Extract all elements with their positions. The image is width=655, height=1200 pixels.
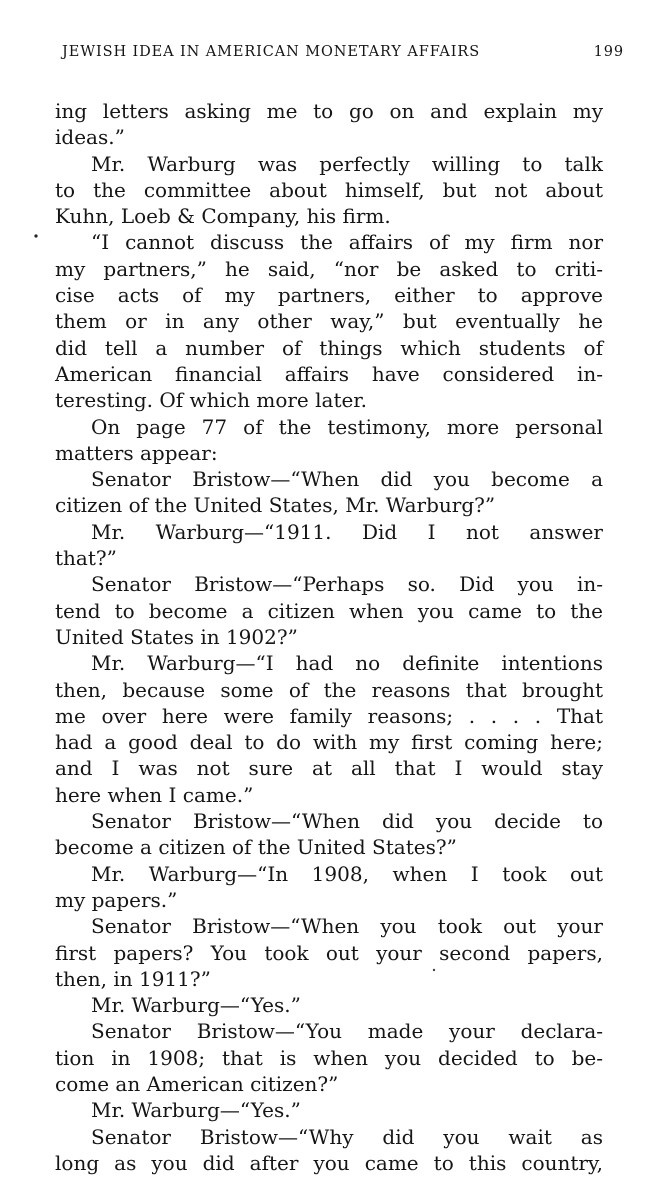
- text-line: here when I came.”: [55, 782, 254, 807]
- text-line: United States in 1902?”: [55, 624, 298, 649]
- text-line: had a good deal to do with my first coming here;: [55, 730, 603, 755]
- text-line: Kuhn, Loeb & Company, his firm.: [55, 204, 391, 229]
- text-line: my partners,” he said, “nor be asked to criti-: [55, 256, 603, 281]
- text-line: Mr. Warburg was perfectly willing to talk: [91, 151, 603, 176]
- text-line: first papers? You took out your second papers,: [55, 940, 603, 965]
- text-line: come an American citizen?”: [55, 1071, 339, 1096]
- text-line: them or in any other way,” but eventually he: [55, 309, 603, 334]
- text-line: teresting. Of which more later.: [55, 388, 368, 413]
- text-line: tend to become a citizen when you came to the: [55, 598, 603, 623]
- text-line: ing letters asking me to go on and explain my: [55, 99, 603, 123]
- text-line: Senator Bristow—“You made your declara-: [91, 1019, 603, 1044]
- text-line: that?”: [55, 546, 117, 571]
- text-line: my papers.”: [55, 887, 178, 912]
- text-line: to the committee about himself, but not about: [55, 177, 603, 202]
- text-line: become a citizen of the United States?”: [55, 835, 457, 860]
- text-line: tion in 1908; that is when you decided to be-: [55, 1045, 603, 1070]
- text-line: Mr. Warburg—“Yes.”: [91, 993, 301, 1018]
- text-line: Senator Bristow—“When you took out your: [91, 914, 603, 939]
- text-line: Mr. Warburg—“Yes.”: [91, 1098, 301, 1123]
- page-number: 199: [593, 44, 624, 60]
- text-line: me over here were family reasons; . . . . That: [55, 703, 603, 728]
- text-line: then, because some of the reasons that brought: [55, 677, 603, 702]
- text-line: Senator Bristow—“Perhaps so. Did you in-: [91, 572, 603, 597]
- text-line: matters appear:: [55, 440, 218, 465]
- text-line: American financial affairs have considered in-: [55, 361, 603, 386]
- text-line: long as you did after you came to this country,: [55, 1150, 603, 1175]
- text-line: Senator Bristow—“When did you decide to: [91, 809, 603, 834]
- text-line: “I cannot discuss the affairs of my firm nor: [91, 230, 603, 255]
- text-line: Senator Bristow—“When did you become a: [91, 467, 603, 492]
- text-line: citizen of the United States, Mr. Warburg?”: [55, 493, 496, 518]
- ink-speck: [433, 969, 435, 971]
- text-line: Senator Bristow—“Why did you wait as: [91, 1124, 603, 1149]
- ink-speck: [34, 234, 37, 237]
- running-head-title: JEWISH IDEA IN AMERICAN MONETARY AFFAIRS: [62, 44, 481, 60]
- text-line: Mr. Warburg—“I had no definite intentions: [91, 651, 603, 676]
- text-line: On page 77 of the testimony, more personal: [91, 414, 603, 439]
- text-line: ideas.”: [55, 125, 125, 150]
- text-line: Mr. Warburg—“In 1908, when I took out: [91, 861, 603, 886]
- text-line: Mr. Warburg—“1911. Did I not answer: [91, 519, 603, 544]
- text-line: and I was not sure at all that I would stay: [55, 756, 603, 781]
- text-line: then, in 1911?”: [55, 966, 211, 991]
- text-line: cise acts of my partners, either to approve: [55, 283, 603, 308]
- text-line: did tell a number of things which students of: [55, 335, 603, 360]
